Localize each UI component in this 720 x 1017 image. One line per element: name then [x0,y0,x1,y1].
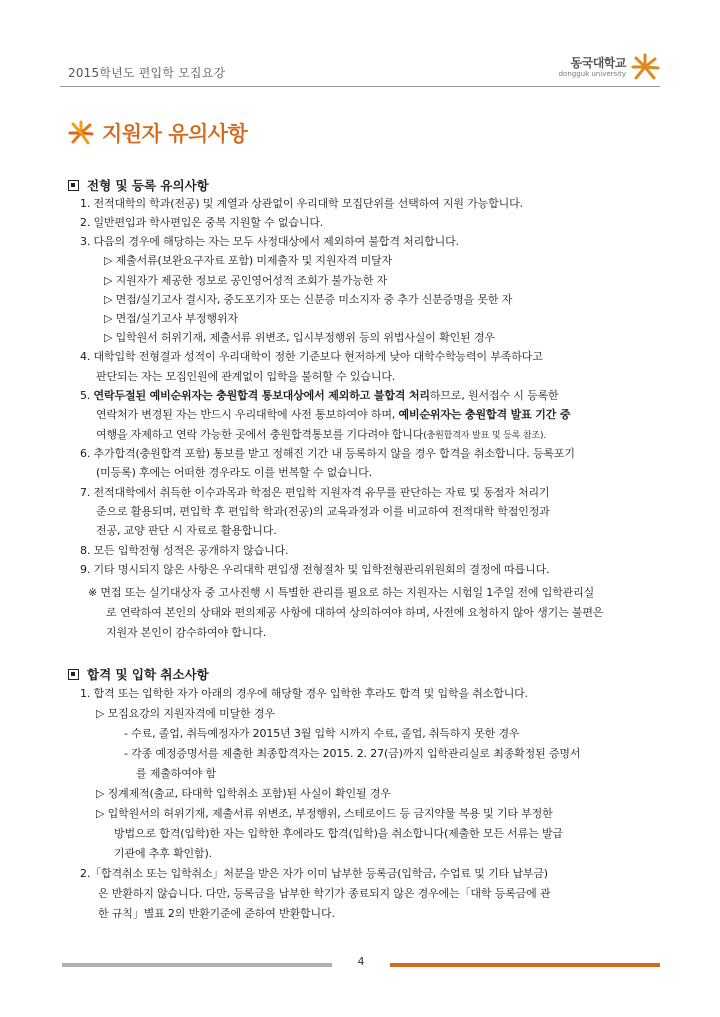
list-item: 9. 기타 명시되지 않은 사항은 우리대학 편입생 전형절차 및 입학전형관리위원회의 결정에 따릅니다. [80,563,550,576]
lotus-icon [68,120,94,146]
list-item: ▷ 입학원서의 허위기재, 제출서류 위변조, 부정행위, 스테로이드 등 금지약물 복용 및 기타 부정한 [96,807,553,820]
list-item: 방법으로 합격(입학)한 자는 입학한 후에라도 합격(입학)을 취소합니다(제출한 모든 서류는 발급 [114,827,563,840]
list-item: ▷ 면접/실기고사 부정행위자 [104,312,238,325]
header-divider [60,86,660,87]
section-heading [68,665,658,683]
item-number: 5. [80,389,94,402]
emphasis-text: 예비순위자는 충원합격 발표 기간 중 [398,408,571,421]
list-item [80,388,559,404]
list-item: (미등록) 후에는 어떠한 경우라도 이를 번복할 수 없습니다. [96,466,373,479]
reference-note: (충원합격자 발표 및 등록 참조). [423,431,547,441]
list-item: ▷ 입학원서 허위기재, 제출서류 위변조, 입시부정행위 등의 위법사실이 확인된 경우 [104,331,495,344]
list-item: - 각종 예정증명서를 제출한 최종합격자는 2015. 2. 27(금)까지 입학관리실로 최종확정된 증명서 [124,747,581,760]
footer-bar-right [390,963,660,967]
list-item: 은 반환하지 않습니다. 다만, 등록금을 납부한 학기가 종료되지 않은 경우에는「대학 등록금에 관 [98,887,551,900]
logo-korean-name: 동국대학교 [570,55,626,70]
square-bullet-icon [68,180,79,191]
emphasis-text: 연락두절된 예비순위자는 충원합격 통보대상에서 제외하고 불합격 처리 [93,389,430,402]
list-item: 4. 대학입학 전형결과 성적이 우리대학이 정한 기준보다 현저하게 낮아 대학수학능력이 부족하다고 [80,350,543,363]
page-number: 4 [357,955,365,968]
list-item: 준으로 활용되며, 편입학 후 편입학 학과(전공)의 교육과정과 이를 비교하여 전적대학 학점인정과 [96,505,550,518]
list-item: ▷ 모집요강의 지원자격에 미달한 경우 [96,707,275,720]
section-cancellation [68,665,658,683]
list-item: ▷ 제출서류(보완요구자료 포함) 미제출자 및 지원자격 미달자 [104,254,393,267]
page-footer [62,953,660,973]
list-item: ▷ 면접/실기고사 결시자, 중도포기자 또는 신분증 미소지자 중 추가 신분증명을 못한 자 [104,293,513,306]
list-item [96,427,546,444]
list-item: 1. 합격 또는 입학한 자가 아래의 경우에 해당할 경우 입학한 후라도 합격 및 입학을 취소합니다. [80,687,529,700]
list-item: 기관에 추후 확인함). [114,847,212,860]
list-item: 1. 전적대학의 학과(전공) 및 계열과 상관없이 우리대학 모집단위를 선택하여 지원 가능합니다. [80,197,523,210]
section-admission-notes [68,176,658,194]
list-item: 를 제출하여야 함 [136,767,217,780]
list-item: 2. 일반편입과 학사편입은 중복 지원할 수 없습니다. [80,216,324,229]
item-text: 하므로, 원서접수 시 등록한 [429,389,559,402]
square-bullet-icon [68,669,79,680]
list-item: - 수료, 졸업, 취득예정자가 2015년 3월 입학 시까지 수료, 졸업, 취득하지 못한 경우 [124,727,520,740]
list-item: 3. 다음의 경우에 해당하는 자는 모두 사정대상에서 제외하여 불합격 처리합니다. [80,235,459,248]
lotus-logo-icon [630,52,660,82]
section-heading [68,176,658,194]
section-heading-text: 합격 및 입학 취소사항 [87,667,209,682]
list-item: 6. 추가합격(충원합격 포함) 통보를 받고 정해진 기간 내 등록하지 않을 경우 합격을 취소합니다. 등록포기 [80,447,575,460]
list-item: 전공, 교양 판단 시 자료로 활용합니다. [96,524,277,537]
list-item: 7. 전적대학에서 취득한 이수과목과 학점은 편입학 지원자격 유무를 판단하는 자료 및 동점자 처리기 [80,486,550,499]
section-heading-text: 전형 및 등록 유의사항 [87,178,209,193]
list-item [96,407,570,423]
page-title [68,118,247,148]
list-item: 2.「합격취소 또는 입학취소」처분을 받은 자가 이미 납부한 등록금(입학금, 수업료 및 기타 납부금) [80,867,548,880]
list-item: 한 규칙」별표 2의 반환기준에 준하여 반환합니다. [98,907,335,920]
logo-english-name: dongguk university [558,69,626,78]
page-header [60,52,660,84]
item-text: 연락처가 변경된 자는 반드시 우리대학에 사전 통보하여야 하며, [96,408,399,421]
item-text: 여행을 자제하고 연락 가능한 곳에서 충원합격통보를 기다려야 합니다 [96,428,424,441]
note-item: ※ 면접 또는 실기대상자 중 고사진행 시 특별한 관리를 필요로 하는 지원자는 시험일 1주일 전에 입학관리실 [88,586,595,599]
note-item: 지원자 본인이 감수하여야 합니다. [106,626,267,639]
university-logo [559,52,660,82]
list-item: ▷ 징계제적(출교, 타대학 입학취소 포함)된 사실이 확인될 경우 [96,787,391,800]
list-item: ▷ 지원자가 제공한 정보로 공인영어성적 조회가 불가능한 자 [104,274,388,287]
document-title: 2015학년도 편입학 모집요강 [68,66,226,80]
note-item: 로 연락하여 본인의 상태와 편의제공 사항에 대하여 상의하여야 하며, 사전에 요청하지 않아 생기는 불편은 [106,606,604,619]
list-item: 판단되는 자는 모집인원에 관계없이 입학을 불허할 수 있습니다. [96,370,396,383]
list-item: 8. 모든 입학전형 성적은 공개하지 않습니다. [80,544,289,557]
page-title-text: 지원자 유의사항 [102,122,248,146]
